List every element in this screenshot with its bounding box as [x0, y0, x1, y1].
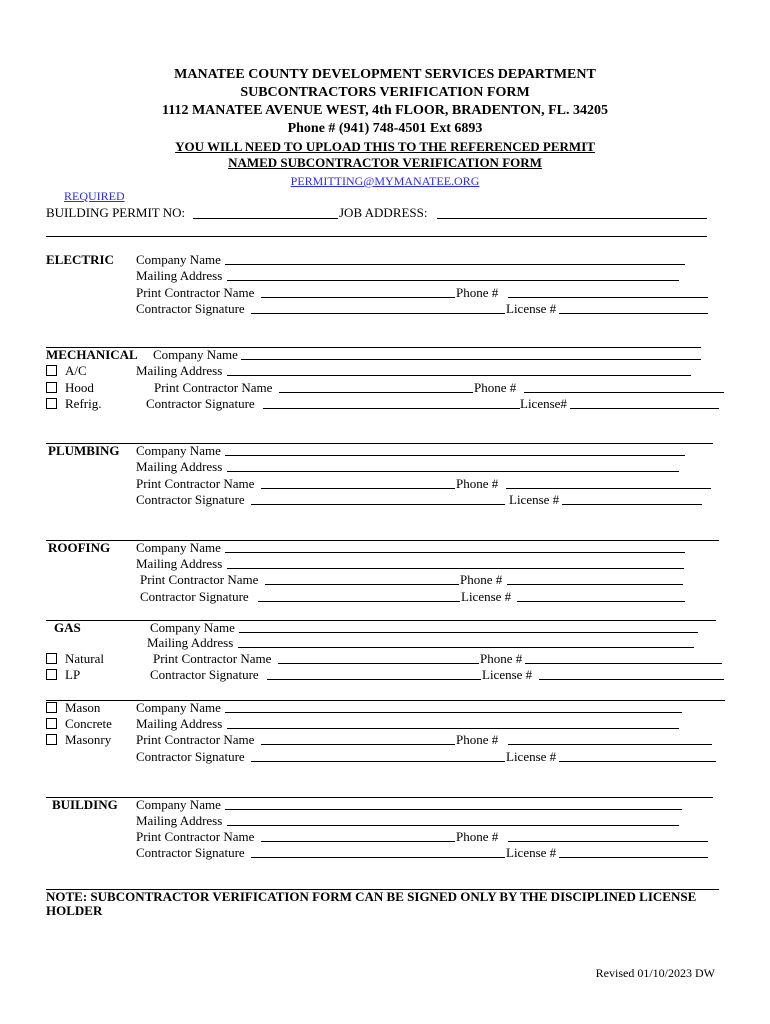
mechanical-mailing-field[interactable] — [227, 375, 691, 376]
checkbox-icon — [46, 382, 57, 393]
checkbox-icon — [46, 718, 57, 729]
job-address-label: JOB ADDRESS: — [339, 205, 428, 220]
section-electric: ELECTRIC — [46, 252, 114, 267]
plumbing-mailing-label: Mailing Address — [136, 459, 223, 474]
building-phone-label: Phone # — [456, 829, 499, 844]
building-license-field[interactable] — [559, 857, 708, 858]
gas-print-label: Print Contractor Name — [153, 651, 272, 666]
mason-mailing-label: Mailing Address — [136, 716, 223, 731]
gas-signature-field[interactable] — [267, 679, 481, 680]
gas-company-field[interactable] — [239, 632, 698, 633]
checkbox-icon — [46, 398, 57, 409]
header-upload-notice: YOU WILL NEED TO UPLOAD THIS TO THE REFERENCED PERMIT — [175, 139, 595, 154]
header-form-title: SUBCONTRACTORS VERIFICATION FORM — [240, 85, 530, 100]
plumbing-company-label: Company Name — [136, 443, 221, 458]
gas-phone-label: Phone # — [480, 651, 523, 666]
roofing-print-label: Print Contractor Name — [140, 572, 259, 587]
required-label: REQUIRED — [64, 189, 125, 203]
mason-option-mason[interactable]: Mason — [46, 700, 100, 715]
mechanical-license-field[interactable] — [570, 408, 719, 409]
electric-phone-field[interactable] — [508, 297, 708, 298]
mason-signature-label: Contractor Signature — [136, 749, 245, 764]
header-phone: Phone # (941) 748-4501 Ext 6893 — [287, 121, 483, 136]
revision-date: Revised 01/10/2023 DW — [595, 966, 715, 980]
mason-phone-label: Phone # — [456, 732, 499, 747]
plumbing-company-field[interactable] — [225, 455, 685, 456]
roofing-license-field[interactable] — [517, 601, 685, 602]
checkbox-icon — [46, 669, 57, 680]
roofing-phone-field[interactable] — [507, 584, 683, 585]
plumbing-phone-label: Phone # — [456, 476, 499, 491]
plumbing-print-field[interactable] — [261, 488, 455, 489]
gas-license-label: License # — [482, 667, 533, 682]
electric-license-field[interactable] — [559, 313, 708, 314]
mech-option-hood[interactable]: Hood — [46, 380, 94, 395]
building-mailing-field[interactable] — [227, 825, 679, 826]
job-address-field[interactable] — [437, 218, 707, 219]
mason-license-label: License # — [506, 749, 557, 764]
plumbing-mailing-field[interactable] — [227, 471, 679, 472]
mech-option-refrig[interactable]: Refrig. — [46, 396, 101, 411]
gas-license-field[interactable] — [539, 679, 724, 680]
mason-company-label: Company Name — [136, 700, 221, 715]
plumbing-phone-field[interactable] — [506, 488, 711, 489]
roofing-license-label: License # — [461, 589, 512, 604]
mason-print-field[interactable] — [261, 744, 455, 745]
mechanical-signature-label: Contractor Signature — [146, 396, 255, 411]
header-department: MANATEE COUNTY DEVELOPMENT SERVICES DEPARTMENT — [174, 67, 596, 82]
building-company-label: Company Name — [136, 797, 221, 812]
signing-note: NOTE: SUBCONTRACTOR VERIFICATION FORM CAN BE SIGNED ONLY BY THE DISCIPLINED LICENSE HOLDER — [46, 889, 697, 918]
gas-option-lp[interactable]: LP — [46, 667, 80, 682]
mechanical-mailing-label: Mailing Address — [136, 363, 223, 378]
plumbing-license-field[interactable] — [562, 504, 702, 505]
mechanical-company-field[interactable] — [241, 359, 701, 360]
mason-signature-field[interactable] — [251, 761, 505, 762]
checkbox-icon — [46, 365, 57, 376]
electric-company-label: Company Name — [136, 252, 221, 267]
electric-mailing-label: Mailing Address — [136, 268, 223, 283]
checkbox-icon — [46, 734, 57, 745]
section-gas: GAS — [54, 620, 81, 635]
electric-license-label: License # — [506, 301, 557, 316]
divider — [46, 620, 716, 621]
header-named-form: NAMED SUBCONTRACTOR VERIFICATION FORM — [228, 155, 542, 170]
permit-label: BUILDING PERMIT NO: — [46, 205, 186, 220]
checkbox-icon — [46, 702, 57, 713]
mechanical-print-label: Print Contractor Name — [154, 380, 273, 395]
header-address: 1112 MANATEE AVENUE WEST, 4th FLOOR, BRADENTON, FL. 34205 — [161, 103, 608, 118]
mason-company-field[interactable] — [225, 712, 682, 713]
roofing-print-field[interactable] — [265, 584, 459, 585]
checkbox-icon — [46, 653, 57, 664]
electric-signature-field[interactable] — [251, 313, 505, 314]
gas-signature-label: Contractor Signature — [150, 667, 259, 682]
building-signature-field[interactable] — [251, 857, 505, 858]
building-signature-label: Contractor Signature — [136, 845, 245, 860]
gas-company-label: Company Name — [150, 620, 235, 635]
mason-license-field[interactable] — [559, 761, 716, 762]
plumbing-print-label: Print Contractor Name — [136, 476, 255, 491]
roofing-mailing-label: Mailing Address — [136, 556, 223, 571]
gas-mailing-label: Mailing Address — [147, 635, 234, 650]
gas-mailing-field[interactable] — [238, 647, 694, 648]
mechanical-print-field[interactable] — [279, 392, 473, 393]
gas-option-natural[interactable]: Natural — [46, 651, 104, 666]
mechanical-phone-label: Phone # — [474, 380, 517, 395]
gas-phone-field[interactable] — [525, 663, 722, 664]
roofing-company-label: Company Name — [136, 540, 221, 555]
section-building: BUILDING — [52, 797, 118, 812]
mechanical-signature-field[interactable] — [263, 408, 520, 409]
roofing-mailing-field[interactable] — [227, 568, 684, 569]
permit-field[interactable] — [193, 218, 338, 219]
mason-option-masonry[interactable]: Masonry — [46, 732, 111, 747]
roofing-signature-field[interactable] — [258, 601, 460, 602]
plumbing-license-label: License # — [509, 492, 560, 507]
mechanical-license-label: License# — [520, 396, 567, 411]
gas-print-field[interactable] — [278, 663, 479, 664]
roofing-company-field[interactable] — [225, 552, 685, 553]
building-phone-field[interactable] — [508, 841, 708, 842]
divider — [46, 347, 701, 348]
mechanical-company-label: Company Name — [153, 347, 238, 362]
mech-option-ac[interactable]: A/C — [46, 363, 87, 378]
electric-signature-label: Contractor Signature — [136, 301, 245, 316]
job-address-line-2[interactable] — [46, 236, 707, 237]
plumbing-signature-label: Contractor Signature — [136, 492, 245, 507]
section-roofing: ROOFING — [48, 540, 111, 555]
mason-option-concrete[interactable]: Concrete — [46, 716, 112, 731]
mason-print-label: Print Contractor Name — [136, 732, 255, 747]
building-print-field[interactable] — [261, 841, 455, 842]
mechanical-phone-field[interactable] — [524, 392, 724, 393]
roofing-phone-label: Phone # — [460, 572, 503, 587]
electric-phone-label: Phone # — [456, 285, 499, 300]
building-print-label: Print Contractor Name — [136, 829, 255, 844]
electric-print-label: Print Contractor Name — [136, 285, 255, 300]
mason-phone-field[interactable] — [508, 744, 712, 745]
plumbing-signature-field[interactable] — [251, 504, 505, 505]
electric-print-field[interactable] — [261, 297, 455, 298]
electric-mailing-field[interactable] — [227, 280, 679, 281]
roofing-signature-label: Contractor Signature — [140, 589, 249, 604]
section-mechanical: MECHANICAL — [46, 347, 138, 362]
electric-company-field[interactable] — [225, 264, 685, 265]
email-link[interactable]: PERMITTING@MYMANATEE.ORG — [290, 174, 480, 188]
building-company-field[interactable] — [225, 809, 682, 810]
section-plumbing: PLUMBING — [48, 443, 120, 458]
mason-mailing-field[interactable] — [227, 728, 679, 729]
building-mailing-label: Mailing Address — [136, 813, 223, 828]
building-license-label: License # — [506, 845, 557, 860]
